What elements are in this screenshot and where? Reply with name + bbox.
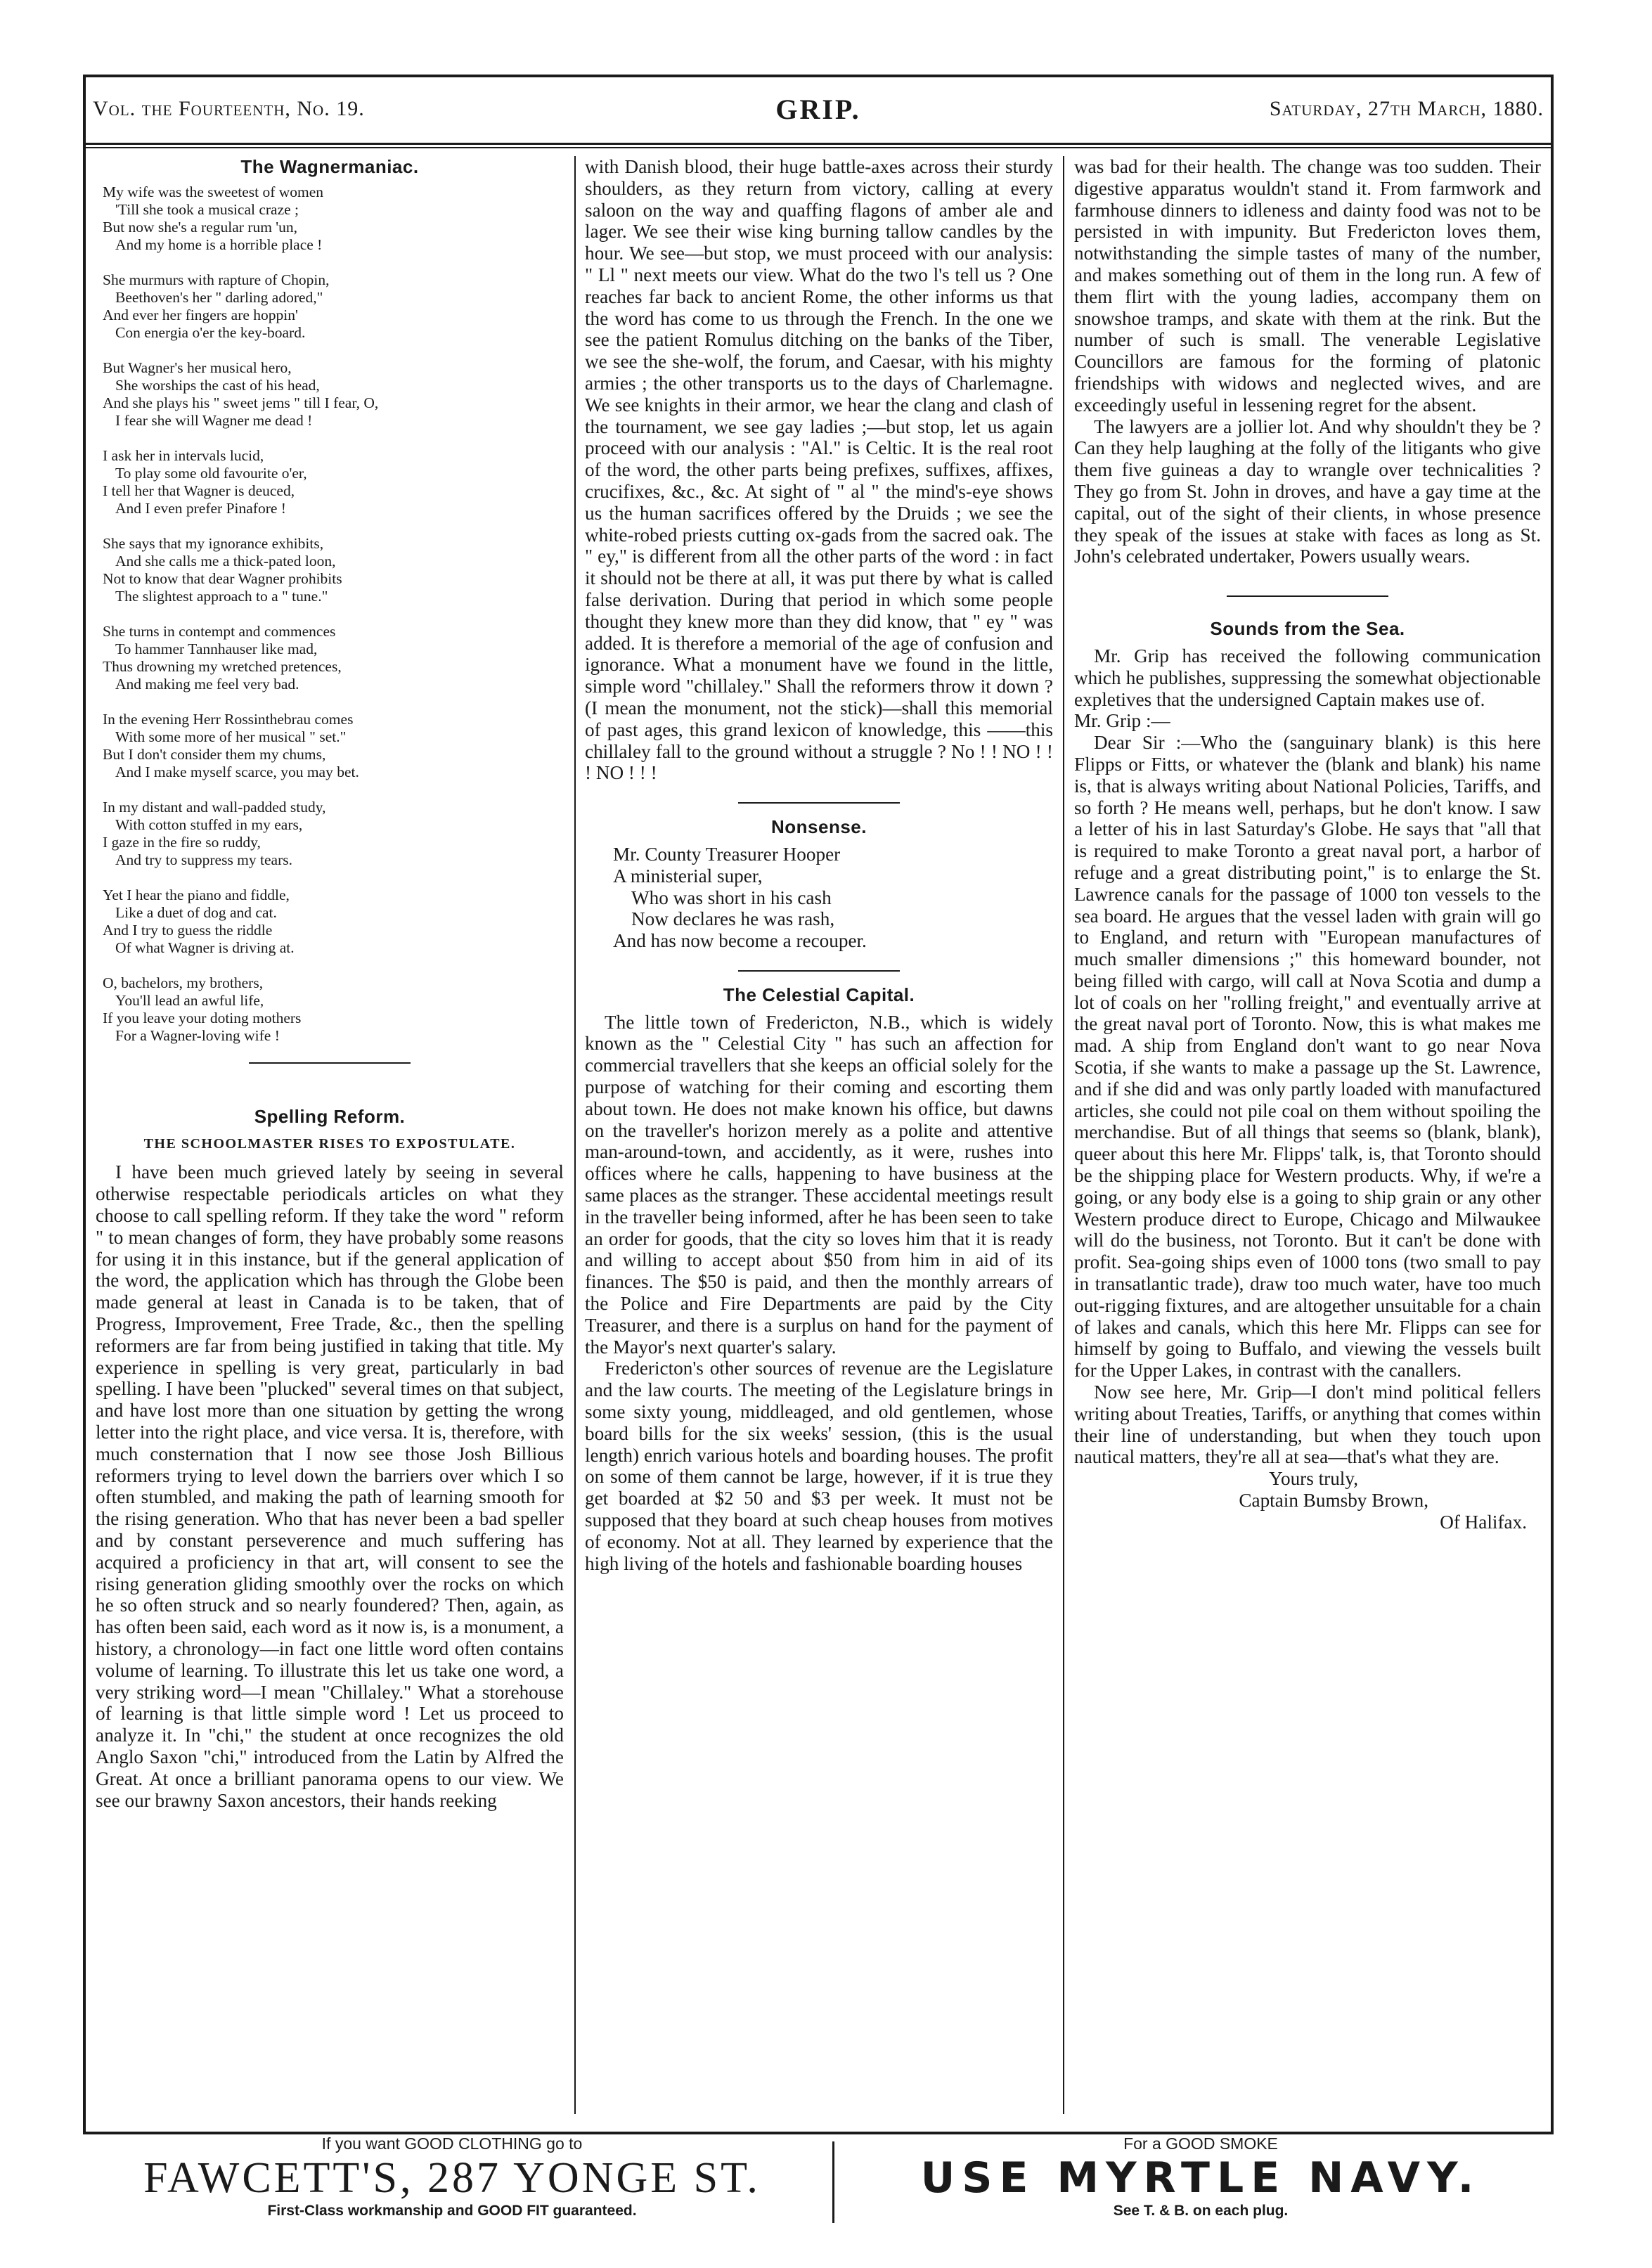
article-paragraph: with Danish blood, their huge battle-axes across their sturdy shoulders, as they return from victory, calling at every saloon on the way and quaffing flagons of amber ale and lager. We see their wise king burning tallow candles by the hour. We see—but stop, we must proceed with our analysis: " Ll " next meets our view. What do the two l's tell us ? One reaches far back to ancient Rome, the other informs us that the word has come to us through the French. In the one we see the patient Romulus ditching on the banks of the Tiber, we see the she-wolf, the forum, and Caesar, with his mighty armies ; the other transports us to the days of Charlemagne. We see knights in their armor, we hear the clang and clash of the tournament, we see gay ladies ;—but stop, let us again proceed with our analysis : "Al." is Celtic. It is the real root of the word, the other parts being prefixes, suffixes, affixes, crucifixes, &c., &c. At sight of " al " the mind's-eye shows us the human sacrifices offered by the Druids ; we see the white-robed priests cutting ox-gads from the sacred oak. The " ey," is different from all the other parts of the word : in fact it should not be there at all, it was put there by what is called false derivation. During that period in which some people thought they knew more than they did know, that " ey " was added. It is therefore a memorial of the age of confusion and ignorance. What a monument have we found in the little, simple word "chillaley." Shall the reformers throw it down ? (I mean the monument, not the stick)—shall this memorial of past ages, this grand lexicon of knowledge, this ——this chillaley fall to the ground without a struggle ? No ! ! NO ! ! ! NO ! ! ! <box>585 156 1053 784</box>
poem-stanza <box>103 359 564 430</box>
article-title: Spelling Reform. <box>254 1105 406 1127</box>
section-separator <box>738 970 900 972</box>
ad-footnote: See T. & B. on each plug. <box>1113 2203 1289 2219</box>
article-paragraph: Fredericton's other sources of revenue are the Legislature and the law courts. The meeting of the Legislature brings in some sixty young, middleaged, and old gentlemen, whose board bills for the six weeks' session, (this is the usual length) enrich various hotels and boarding houses. The profit on some of them cannot be large, however, if it is true they get boarded at $2 50 and $3 per week. It must not be supposed that they board at such cheap houses from motives of economy. Not at all. They learned by experience that the high living of the hotels and fashionable boarding houses <box>585 1358 1053 1574</box>
poem-line: And she calls me a thick-pated loon, <box>115 552 336 569</box>
verse-line: Now declares he was rash, <box>631 908 835 930</box>
poem-line: And I make myself scarce, you may bet. <box>115 763 359 780</box>
poem-line: And try to suppress my tears. <box>115 851 292 868</box>
poem-line: And she plays his " sweet jems " till I fear, O, <box>103 394 379 411</box>
letter-signature: Captain Bumsby Brown, <box>1239 1490 1428 1512</box>
poem-line: With cotton stuffed in my ears, <box>115 816 303 833</box>
column-divider <box>574 156 576 2114</box>
poem-line: I fear she will Wagner me dead ! <box>115 411 313 429</box>
column-3 <box>1074 156 1541 2111</box>
poem-line: She worships the cast of his head, <box>115 376 320 394</box>
poem-line: And making me feel very bad. <box>115 675 299 692</box>
poem-line: Con energia o'er the key-board. <box>115 323 306 341</box>
article-subtitle: THE SCHOOLMASTER RISES TO EXPOSTULATE. <box>143 1135 516 1152</box>
masthead <box>86 77 1551 144</box>
poem-line: And my home is a horrible place ! <box>115 236 323 253</box>
poem-line: Thus drowning my wretched pretences, <box>103 657 342 675</box>
poem-line: O, bachelors, my brothers, <box>103 974 264 991</box>
poem-stanza <box>103 974 564 1045</box>
clothing-advertisement <box>83 2130 821 2219</box>
poem-line: My wife was the sweetest of women <box>103 183 324 200</box>
verse-line: Mr. County Treasurer Hooper <box>613 843 841 865</box>
article-title: Sounds from the Sea. <box>1210 618 1405 640</box>
article-title: The Celestial Capital. <box>723 984 915 1005</box>
poem-line: She says that my ignorance exhibits, <box>103 534 324 552</box>
section-separator <box>1227 595 1388 597</box>
article-title: The Wagnermaniac. <box>240 156 419 177</box>
poem-stanza <box>103 447 564 517</box>
verse-line: A ministerial super, <box>613 865 763 887</box>
article-paragraph: Mr. Grip has received the following communication which he publishes, suppressing the somewhat objectionable expletives that the undersigned Captain makes use of. <box>1074 645 1541 710</box>
article-paragraph: The lawyers are a jollier lot. And why shouldn't they be ? Can they help laughing at the folly of the litigants who give them five guineas a day to wrangle over technicalities ? They go from St. John in droves, and have a gay time at the capital, out of the sight of their clients, in whose presence they speak of the issues at stake with faces as long as St. John's celebrated undertaker, Powers usually wears. <box>1074 415 1541 567</box>
letter-salutation: Mr. Grip :— <box>1074 710 1170 732</box>
verse <box>613 844 1053 952</box>
article-paragraph: was bad for their health. The change was too sudden. Their digestive apparatus wouldn't stand it. From farmwork and farmhouse dinners to idleness and dainty food was not to be persisted in with impunity. But Fredericton loves them, notwithstanding the simple tastes of many of the number, and makes something out of them in the long run. A few of them flirt with the young ladies, accompany them on snowshoe tramps, and skate with them at the rink. But the number of such is small. The venerable Legislative Councillors are famous for the forming of platonic friendships with widows and neglected wives, and are exceedingly useful in lessening regret for the absent. <box>1074 156 1541 415</box>
ad-tagline: If you want GOOD CLOTHING go to <box>321 2134 583 2153</box>
poem-line: With some more of her musical " set." <box>115 728 347 745</box>
issue-date: Saturday, 27th March, 1880. <box>1269 97 1544 120</box>
poem-line: To hammer Tannhauser like mad, <box>115 640 318 657</box>
footer-advertisements <box>83 2130 1554 2243</box>
volume-number: Vol. the Fourteenth, No. 19. <box>93 97 365 120</box>
poem-line: I tell her that Wagner is deuced, <box>103 482 295 499</box>
column-divider <box>1063 156 1064 2114</box>
poem-line: But now she's a regular rum 'un, <box>103 218 298 236</box>
poem-stanza <box>103 535 564 605</box>
poem-line: 'Till she took a musical craze ; <box>115 200 299 218</box>
ad-headline: FAWCETT'S, 287 YONGE ST. <box>143 2154 761 2202</box>
poem-stanza <box>103 623 564 693</box>
poem-line: To play some old favourite o'er, <box>115 464 307 482</box>
section-separator <box>738 802 900 804</box>
masthead-rule <box>86 143 1551 148</box>
poem-line: Like a duet of dog and cat. <box>115 903 277 921</box>
section-separator <box>249 1062 411 1064</box>
poem-line: I ask her in intervals lucid, <box>103 446 264 464</box>
article-paragraph: Dear Sir :—Who the (sanguinary blank) is this here Flipps or Fitts, or whatever the (blank and blank) his name is, that is always writing about National Policies, Tariffs, and so forth ? He means well, perhaps, but he don't know. I saw a letter of his in last Saturday's Globe. He says that "all that is required to make Toronto a great naval port, a harbor of refuge and a great distributing point," is to enlarge the St. Lawrence canals for the passage of 1000 ton vessels to the sea board. He argues that the vessel laden with grain will go to England, and return with "European manufactures of much smaller dimensions ;" this homeward bounder, not being filled with cargo, will call at Nova Scotia and dump a lot of coals on her "rolling freight," and eventually arrive at the great naval port of Toronto. Now, this is what makes me mad. A ship from England don't want to go near Nova Scotia, if she wants to make a passage up the St. Lawrence, and if she did and was only partly loaded with manufactured articles, she could not pile coal on them without spoiling the merchandise. But of all things that seems so (blank, blank), queer about this here Mr. Flipps' talk, is, that Toronto should be the shipping place for Western products. Why, if we're a going, or any body else is a going to ship grain or any other Western produce direct to Europe, Chicago and Milwaukee will do the business, not Toronto. But it can't be done with profit. Sea-going ships even of 1000 tons (two small to pay in transatlantic trade), draw too much water, have too much out-rigging fixtures, and are altogether unsuitable for a chain of lakes and canals, which this here Mr. Flipps can see for himself by going to Buffalo, and viewing the vessels built for the Upper Lakes, in contrast with the canallers. <box>1074 732 1541 1381</box>
poem-line: If you leave your doting mothers <box>103 1009 302 1026</box>
letter-place: Of Halifax. <box>1440 1511 1527 1533</box>
article-paragraph: The little town of Fredericton, N.B., which is widely known as the " Celestial City " has such an affection for commercial travellers that she keeps an official solely for the purpose of watching for their coming and escorting them about town. He does not make known his office, but dawns on the traveller's horizon merely as a polite and attentive man-around-town, and accidently, as it were, rushes into offices where he calls, happening to have business at the same places as the stranger. These accidental meetings result in the traveller being informed, after he has been seen to take an order for goods, that the city so loves him that it is ready and willing to accept about $50 from him in aid of its finances. The $50 is paid, and then the monthly arrears of the Police and Fire Departments are paid by the City Treasurer, and there is a surplus on hand for the payment of the Mayor's next quarter's salary. <box>585 1011 1053 1358</box>
verse-line: And has now become a recouper. <box>613 930 867 952</box>
poem-stanza <box>103 799 564 869</box>
poem-line: Beethoven's her " darling adored," <box>115 288 323 306</box>
poem-line: Yet I hear the piano and fiddle, <box>103 886 290 903</box>
poem-line: The slightest approach to a " tune." <box>115 587 328 605</box>
poem-line: For a Wagner-loving wife ! <box>115 1026 280 1044</box>
column-1 <box>96 156 564 2111</box>
poem-line: And I even prefer Pinafore ! <box>115 499 286 517</box>
ad-headline: USE MYRTLE NAVY. <box>920 2153 1481 2203</box>
ad-divider <box>832 2141 834 2223</box>
poem-line: She murmurs with rapture of Chopin, <box>103 271 330 288</box>
article-paragraph: I have been much grieved lately by seeing in several otherwise respectable periodicals articles on what they choose to call spelling reform. If they take the word " reform " to mean changes of form, they have probably some reasons for using it in this instance, but if the general application of the word, the application which has through the Globe been made general at least in Canada is to be taken, that of Progress, Improvement, Free Trade, &c., then the spelling reformers are far from being justified in taking that title. My experience in spelling is very great, particularly in bad spelling. I have been "plucked" several times on that subject, and have lost more than one situation by getting the wrong letter into the right place, and vice versa. It is, therefore, with much consternation that I now see those Josh Billious reformers trying to level down the barriers over which I so often stumbled, and making the path of learning smooth for the rising generation. Who that has never been a bad speller and by constant perseverence and much suffering has acquired a proficiency in that art, will consent to see the rising generation gliding smoothly over the rocks on which he so often struck and so nearly foundered? Then, again, as has often been said, each word as it now is, is a monument, a history, a chronology—in fact one little word often contains volume of learning. To illustrate this let us take one word, a very striking word—I mean "Chillaley." What a storehouse of learning is that little simple word ! Let us proceed to analyze it. In "chi," the student at once recognizes the old Anglo Saxon "chi," introduced from the Latin by Alfred the Great. At once a brilliant panorama opens to our view. We see our brawny Saxon ancestors, their hands reeking <box>96 1161 564 1811</box>
poem-line: But I don't consider them my chums, <box>103 745 326 763</box>
poem <box>103 183 564 1045</box>
tobacco-advertisement <box>849 2130 1552 2219</box>
verse-line: Who was short in his cash <box>631 887 832 908</box>
poem-stanza <box>103 183 564 254</box>
ad-tagline: For a GOOD SMOKE <box>1123 2134 1278 2153</box>
poem-line: She turns in contempt and commences <box>103 622 336 640</box>
poem-line: But Wagner's her musical hero, <box>103 359 292 376</box>
poem-line: And ever her fingers are hoppin' <box>103 306 298 323</box>
publication-title: GRIP. <box>775 94 861 125</box>
column-2 <box>585 156 1053 2111</box>
poem-line: In my distant and wall-padded study, <box>103 798 326 816</box>
article-paragraph: Now see here, Mr. Grip—I don't mind political fellers writing about Treaties, Tariffs, or anything that comes within their line of understanding, but when they touch upon nautical matters, they're all at sea—that's what they are. <box>1074 1381 1541 1468</box>
poem-stanza <box>103 711 564 781</box>
poem-line: Not to know that dear Wagner prohibits <box>103 569 342 587</box>
letter-signoff: Yours truly, <box>1269 1468 1358 1490</box>
poem-stanza <box>103 271 564 342</box>
poem-line: You'll lead an awful life, <box>115 991 264 1009</box>
poem-line: In the evening Herr Rossinthebrau comes <box>103 710 354 728</box>
article-title: Nonsense. <box>771 816 867 838</box>
poem-line: And I try to guess the riddle <box>103 921 273 939</box>
poem-line: I gaze in the fire so ruddy, <box>103 833 261 851</box>
poem-stanza <box>103 887 564 957</box>
poem-line: Of what Wagner is driving at. <box>115 939 295 956</box>
ad-footnote: First-Class workmanship and GOOD FIT guaranteed. <box>267 2203 637 2219</box>
